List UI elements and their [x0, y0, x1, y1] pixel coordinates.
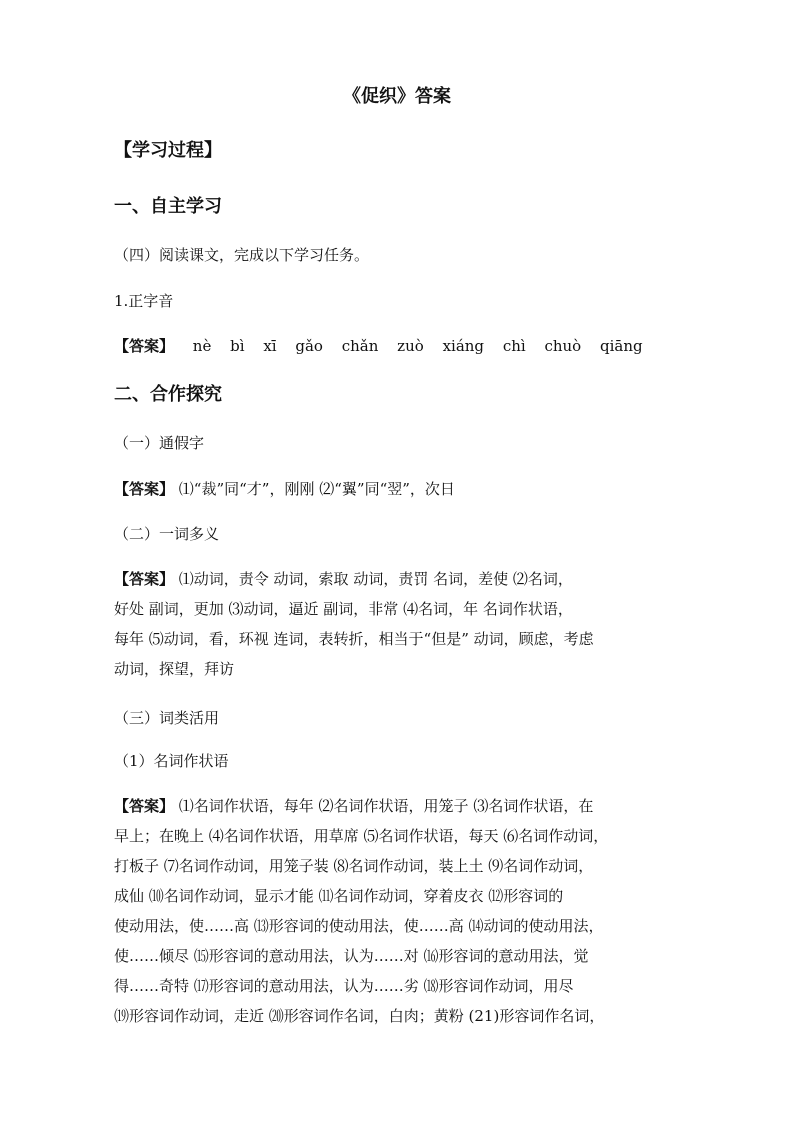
subheading-noun-adverbial: （1）名词作状语	[114, 752, 229, 770]
answer-line: 使……倾尽 ⒂形容词的意动用法，认为……对 ⒃形容词的意动用法，觉	[114, 947, 589, 965]
answer-word-class	[114, 791, 686, 1031]
answer-line: 得……奇特 ⒄形容词的意动用法，认为……劣 ⒅形容词作动词，用尽	[114, 977, 574, 995]
page-title: 《促织》答案	[343, 86, 451, 107]
pinyin-item: chì	[502, 337, 526, 355]
answer-tongjiazi	[114, 474, 686, 504]
pinyin-item: gǎo	[295, 337, 323, 355]
answer-label: 【答案】	[114, 480, 175, 498]
subheading-word-class: （三）词类活用	[114, 709, 220, 727]
heading-learning-process: 【学习过程】	[114, 140, 222, 161]
answer-line: 打板子 ⑺名词作动词，用笼子装 ⑻名词作动词，装上土 ⑼名词作动词，	[114, 857, 594, 875]
answer-line: 使动用法，使……高 ⒀形容词的使动用法，使……高 ⒁动词的使动用法，	[114, 917, 604, 935]
pinyin-item: xī	[263, 337, 277, 355]
pinyin-item: qiāng	[600, 337, 643, 355]
answer-line: 动词，探望，拜访	[114, 660, 235, 678]
answer-line: 早上；在晚上 ⑷名词作状语，用草席 ⑸名词作状语，每天 ⑹名词作动词，	[114, 827, 609, 845]
item-pronunciation: 1.正字音	[114, 292, 174, 310]
heading-self-study: 一、自主学习	[114, 196, 222, 217]
task-instruction: （四）阅读课文，完成以下学习任务。	[114, 246, 370, 264]
answer-label: 【答案】	[114, 570, 175, 588]
pinyin-item: chuò	[544, 337, 582, 355]
pinyin-item: nè	[192, 337, 212, 355]
answer-text: ⑴动词，责令 动词，索取 动词，责罚 名词，差使 ⑵名词，	[174, 570, 573, 588]
pinyin-answer-line	[114, 331, 686, 361]
pinyin-item: chǎn	[341, 337, 379, 355]
pinyin-item: xiáng	[442, 337, 485, 355]
subheading-polysemy: （二）一词多义	[114, 525, 220, 543]
pinyin-item: zuò	[397, 337, 424, 355]
answer-polysemy	[114, 564, 686, 684]
answer-line: ⒆形容词作动词，走近 ⒇形容词作名词，白肉；黄粉 (21)形容词作名词，	[114, 1007, 605, 1025]
subheading-tongjiazi: （一）通假字	[114, 434, 205, 452]
answer-label: 【答案】	[114, 797, 175, 815]
answer-line: 每年 ⑸动词，看，环视 连词，表转折，相当于“但是” 动词，顾虑，考虑	[114, 630, 594, 648]
answer-line: 成仙 ⑽名词作动词，显示才能 ⑾名词作动词，穿着皮衣 ⑿形容词的	[114, 887, 564, 905]
answer-text: ⑴名词作状语，每年 ⑵名词作状语，用笼子 ⑶名词作状语，在	[174, 797, 594, 815]
answer-line: 好处 副词，更加 ⑶动词，逼近 副词，非常 ⑷名词，年 名词作状语，	[114, 600, 573, 618]
answer-text: ⑴“裁”同“才”，刚刚 ⑵“翼”同“翌”，次日	[174, 480, 455, 498]
answer-line	[114, 564, 686, 594]
answer-line	[114, 791, 686, 821]
answer-label: 【答案】	[114, 337, 175, 355]
pinyin-item: bì	[230, 337, 245, 355]
heading-cooperative-inquiry: 二、合作探究	[114, 384, 222, 405]
